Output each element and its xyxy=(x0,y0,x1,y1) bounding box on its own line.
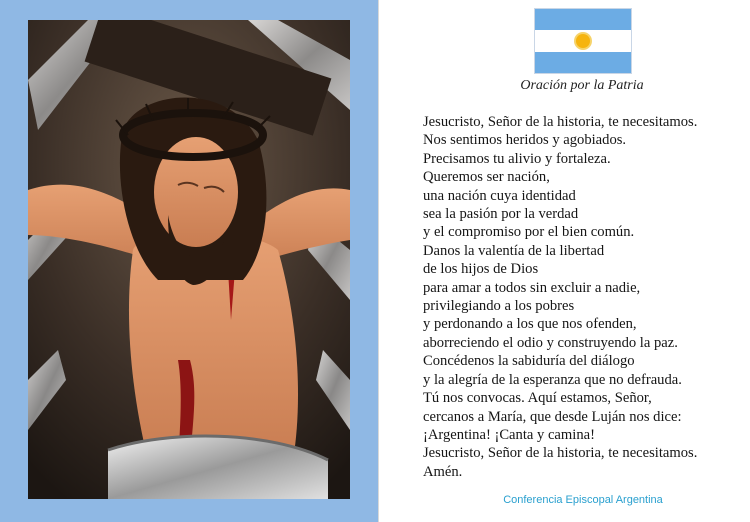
prayer-line: Danos la valentía de la libertad xyxy=(423,242,605,259)
prayer-line: de los hijos de Dios xyxy=(423,261,539,278)
sun-of-may-icon xyxy=(576,34,590,48)
flag-band-top xyxy=(535,9,631,30)
prayer-line: y el compromiso por el bien común. xyxy=(423,224,635,241)
crucifix-illustration xyxy=(28,20,350,499)
prayer-line: Nos sentimos heridos y agobiados. xyxy=(423,132,627,149)
prayer-line: y la alegría de la esperanza que no defrauda. xyxy=(423,371,682,388)
prayer-line: Tú nos convocas. Aquí estamos, Señor, xyxy=(423,390,652,407)
prayer-line: cercanos a María, que desde Luján nos dice: xyxy=(423,408,682,425)
card-fold-divider xyxy=(378,0,379,522)
prayer-line: ¡Argentina! ¡Canta y camina! xyxy=(423,426,595,443)
flag-band-bottom xyxy=(535,52,631,73)
prayer-title: Oración por la Patria xyxy=(520,78,644,93)
prayer-text xyxy=(423,113,743,481)
prayer-line: una nación cuya identidad xyxy=(423,187,576,204)
prayer-line: Jesucristo, Señor de la historia, te necesitamos. xyxy=(423,114,698,130)
flag-band-middle xyxy=(535,30,631,51)
prayer-line: Amén. xyxy=(423,463,463,480)
prayer-line: y perdonando a los que nos ofenden, xyxy=(423,316,637,333)
prayer-line: Concédenos la sabiduría del diálogo xyxy=(423,353,635,370)
argentina-flag-icon xyxy=(534,8,632,74)
prayer-line: Precisamos tu alivio y fortaleza. xyxy=(423,150,611,167)
prayer-line: privilegiando a los pobres xyxy=(423,298,575,315)
prayer-line: aborreciendo el odio y construyendo la paz. xyxy=(423,334,678,351)
prayer-line: sea la pasión por la verdad xyxy=(423,206,579,223)
prayer-line: Queremos ser nación, xyxy=(423,169,550,186)
publisher-footer: Conferencia Episcopal Argentina xyxy=(503,494,663,506)
crucifix-photo xyxy=(28,20,350,499)
prayer-line: Jesucristo, Señor de la historia, te necesitamos. xyxy=(423,445,698,462)
prayer-line: para amar a todos sin excluir a nadie, xyxy=(423,279,641,296)
